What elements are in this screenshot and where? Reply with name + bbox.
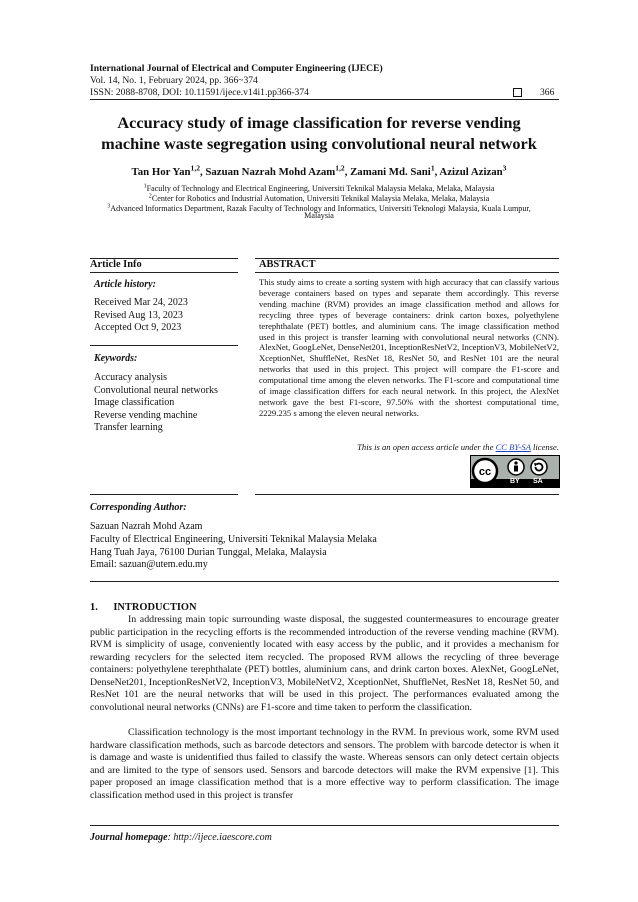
accepted-date: Accepted Oct 9, 2023 xyxy=(94,322,182,333)
journal-name: International Journal of Electrical and Computer Engineering (IJECE) xyxy=(90,63,383,74)
corresponding-rule xyxy=(90,581,559,582)
abstract-text: This study aims to create a sorting system with high accuracy that can classify various beverage containers based on types and separate them accordingly. This reverse vending machine (RVM) provides an image classification method and allows for recycling three types of beverage containers: drink carton boxes, polyethylene terephthalate (PET) bottles, and aluminium cans. The image classification method used in this project is transfer learning with convolutional neural networks (CNN). AlexNet, GoogLeNet, DenseNet201, InceptionResNetV2, InceptionV3, MobileNetV2, XceptionNet, ShuffleNet, ResNet 18, ResNet 50, and ResNet 101 are the neural networks that used in this project. This project will compare the F1-score and computational time among the eleven networks. The F1-score and computational time of image classification differs for each neural network. In this project, the AlexNet network gave the best F1-score, 97.50% with the shortest computational time, 2229.235 s among the eleven neural networks. xyxy=(259,277,559,418)
page-number: 366 xyxy=(540,87,555,98)
paper-title xyxy=(60,112,578,154)
keyword: Transfer learning xyxy=(94,422,163,433)
introduction-heading: 1. INTRODUCTION xyxy=(90,602,197,613)
corresponding-address: Hang Tuah Jaya, 76100 Durian Tunggal, Melaka, Malaysia xyxy=(90,547,327,558)
affiliation-continued: Malaysia xyxy=(304,211,334,220)
corresponding-affiliation: Faculty of Electrical Engineering, Universiti Teknikal Malaysia Melaka xyxy=(90,534,377,545)
badge-by-label: BY xyxy=(510,478,520,485)
keyword: Reverse vending machine xyxy=(94,410,198,421)
introduction-paragraph: In addressing main topic surrounding waste disposal, the suggested countermeasures to encourage greater public participation in the recycling efforts is the recommended introduction of the reverse vending machine (RVM). RVM is simplicity of usage, conveniently located with easy access by the public, and it provides a mechanism for rewarding recyclers for the selected item recycled. The proposed RVM allows the recycling of three beverage containers: polyethylene terephthalate (PET) bottles, aluminium cans, and drink carton boxes. AlexNet, GoogLeNet, DenseNet201, InceptionResNetV2, InceptionV3, MobileNetV2, XceptionNet, ShuffleNet, ResNet 18, ResNet 50, and ResNet 101 are the neural networks that will be used in this project. The performances evaluated among the convolutional neural networks (CNNs) are F1-score and time taken to perform the classification. xyxy=(90,614,559,713)
license-note xyxy=(259,442,559,452)
abstract-heading: ABSTRACT xyxy=(259,259,316,270)
received-date: Received Mar 24, 2023 xyxy=(94,297,188,308)
svg-text:cc: cc xyxy=(478,466,492,478)
corresponding-name: Sazuan Nazrah Mohd Azam xyxy=(90,521,203,532)
license-prefix: This is an open access article under the xyxy=(357,442,496,452)
license-suffix: license. xyxy=(530,442,559,452)
cc-by-sa-link[interactable]: CC BY-SA xyxy=(495,442,531,452)
keyword: Convolutional neural networks xyxy=(94,385,218,396)
revised-date: Revised Aug 13, 2023 xyxy=(94,310,183,321)
abstract-bottom-rule xyxy=(255,494,559,495)
affiliation: $^3$Advanced Informatics Department, Razak Faculty of Technology and Informatics, Universiti Teknologi Malaysia, Kuala Lumpur, xyxy=(107,203,531,213)
footer-rule xyxy=(90,825,559,826)
authors-text: Tan Hor Yan$^{1,2}$, Sazuan Nazrah Mohd Azam$^{1,2}$, Zamani Md. Sani$^1$, Azizul Azizan$^3$ xyxy=(131,163,507,178)
introduction-paragraph: Classification technology is the most important technology in the RVM. In previous work, some RVM used hardware classification methods, such as barcode detectors and sensors. The problem with barcode detector is when it is damage and waste is unidentified thus failed to classify the waste. Whereas sensors can only detect certain objects and are limited to the type of sensors used. Sensors and barcode detectors will make the RVM expensive [1]. This paper proposed an image classification method that is a more effective way to perform classification. The image classification method used in this project is transfer xyxy=(90,727,559,801)
keyword: Accuracy analysis xyxy=(94,372,168,383)
affiliation: $^1$Faculty of Technology and Electrical Engineering, Universiti Teknikal Malaysia Melaka, Melaka, Malaysia xyxy=(143,183,495,193)
badge-sa-label: SA xyxy=(533,478,543,485)
article-info-bottom-rule xyxy=(90,494,238,495)
article-info-heading: Article Info xyxy=(90,259,142,270)
issn-doi: ISSN: 2088-8708, DOI: 10.11591/ijece.v14i1.pp366-374 xyxy=(90,87,309,98)
keyword: Image classification xyxy=(94,397,175,408)
homepage-label: Journal homepage xyxy=(90,832,168,843)
article-info-rule xyxy=(90,272,238,273)
title-line: machine waste segregation using convolutional neural network xyxy=(101,134,537,153)
corresponding-heading: Corresponding Author: xyxy=(90,502,187,513)
corresponding-email: Email: sazuan@utem.edu.my xyxy=(90,559,208,570)
homepage-url[interactable]: : http://ijece.iaescore.com xyxy=(167,832,272,843)
author-list xyxy=(60,163,578,178)
keywords-heading: Keywords: xyxy=(94,353,138,364)
volume-info: Vol. 14, No. 1, February 2024, pp. 366~374 xyxy=(90,75,258,86)
article-history-heading: Article history: xyxy=(94,279,156,290)
header-rule xyxy=(90,99,559,100)
cc-by-sa-badge[interactable] xyxy=(470,455,560,488)
journal-homepage xyxy=(90,832,272,843)
title-line: Accuracy study of image classification for reverse vending xyxy=(117,113,521,132)
abstract-rule xyxy=(255,272,559,273)
keywords-rule xyxy=(90,345,238,346)
square-icon xyxy=(513,88,522,97)
affiliation: $^2$Center for Robotics and Industrial Automation, Universiti Teknikal Malaysia Melaka, Melaka, Malaysia xyxy=(148,193,490,203)
